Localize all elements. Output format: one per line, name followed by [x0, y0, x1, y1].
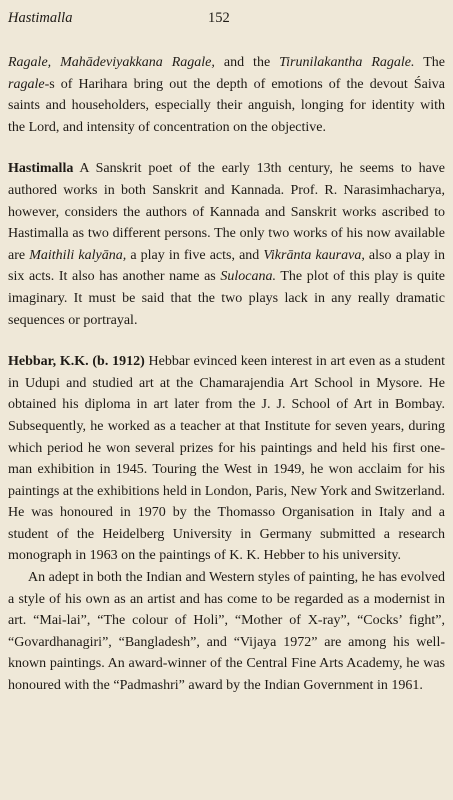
page-header: [8, 10, 445, 32]
text-run: Hebbar evinced keen interest in art even as a student in Udupi and studied art at the Chamarajendia Art School in Mysore. He obtained his diploma in art later from the J. J. School of Art in Bombay. Subsequently, he worked as a teacher at that Institute for seven years, during which period he won several prizes for his paintings and held his first one-man exhibition in 1945. Touring the West in 1949, he won acclaim for his paintings at the exhibitions held in London, Paris, New York and Switzerland. He was honoured in 1970 by the Thomasso Organisation in Italy and a student of the Heidelberg University in Germany submitted a research monograph in 1963 on the paintings of K. K. Hebber to his university.: [8, 354, 445, 564]
text-run: The: [414, 55, 446, 70]
text-run: A Sanskrit poet of the early 13th century, he seems to have authored works in both Sanskrit and Kannada. Prof. R. Narasimhacharya, however, considers the authors of Kannada and Sanskrit works ascribed to Hastimalla as two different persons. The only two works of his now available are: [8, 161, 445, 263]
page-number: 152: [208, 10, 230, 26]
text-run: The plot of this play is quite imaginary. It must be said that the two plays lack in any really dramatic sequences or portrayal.: [8, 269, 446, 328]
text-run: a play in five acts, and: [126, 247, 264, 263]
work-title: Vikrānta kaurava,: [263, 247, 365, 263]
continued-entry-text: [8, 52, 445, 138]
work-title: Maithili kalyāna,: [29, 247, 127, 263]
running-title: Hastimalla: [8, 10, 73, 26]
entry-hebbar-paragraph-2: An adept in both the Indian and Western styles of painting, he has evolved a style of his own as an artist and has come to be regarded as a modernist in art. “Mai-lai”, “The colour of Holi”, “Mother of X-ray”, “Cocks’ fight”, “Govardhanagiri”, “Bangladesh”, and “Vijaya 1972” are among his well-known paintings. An award-winner of the Central Fine Arts Academy, he was honoured with the “Padmashri” award by the Indian Government in 1961.: [8, 570, 445, 694]
entry-headword: Hastimalla: [8, 161, 74, 177]
text-run: also a play in six acts. It also has another name as: [8, 247, 445, 285]
entry-hebbar: [8, 351, 445, 567]
text-run: -s of Harihara bring out the depth of emotions of the devout Śaiva saints and householders, especially their anguish, longing for identity with the Lord, and intensity of concentration on the objective.: [8, 76, 445, 135]
text-run: and the: [214, 55, 280, 70]
entry-headword: Hebbar, K.K. (b. 1912): [8, 354, 145, 370]
work-title: Ragale, Mahādeviyakkana Ragale,: [8, 55, 215, 70]
work-title: Sulocana.: [220, 269, 276, 285]
term: ragale: [8, 76, 45, 92]
entry-hastimalla: [8, 158, 445, 331]
work-title: Tirunilakantha Ragale.: [279, 55, 415, 70]
